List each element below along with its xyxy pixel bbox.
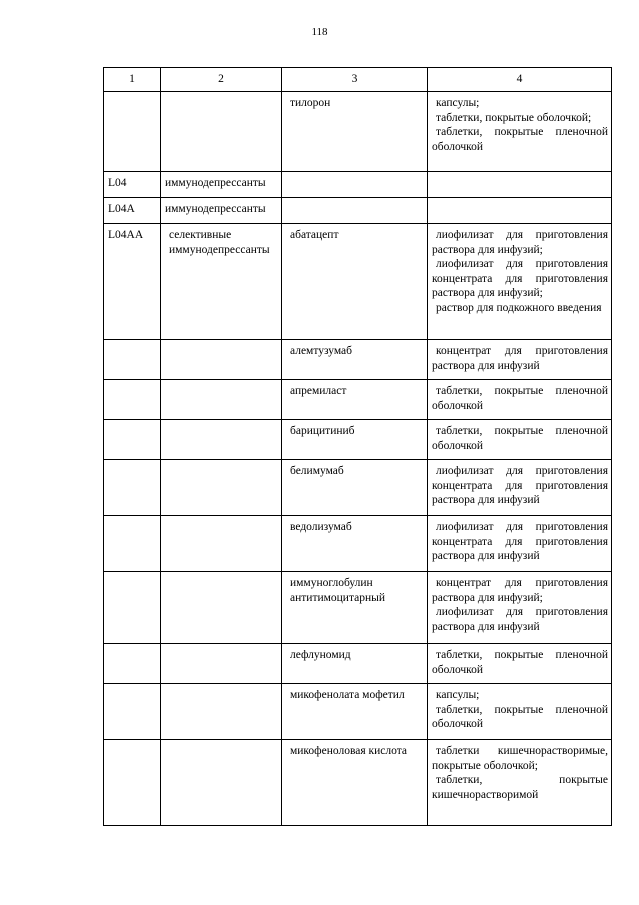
dosage-form-cell bbox=[428, 572, 612, 644]
dosage-form-cell bbox=[428, 380, 612, 420]
atc-code-cell: L04AA bbox=[104, 224, 161, 340]
header-cell-2: 2 bbox=[161, 68, 282, 92]
dosage-form-line: концентрат для приготовления раствора для инфузий bbox=[432, 345, 608, 372]
dosage-form-line: таблетки, покрытые кишечнорастворимой bbox=[432, 774, 608, 801]
dosage-form-line: лиофилизат для приготовления концентрата для приготовления раствора для инфузий; bbox=[432, 258, 608, 299]
dosage-form-line: лиофилизат для приготовления концентрата для приготовления раствора для инфузий bbox=[432, 521, 608, 562]
drug-name-cell: иммуноглобулин антитимоцитарный bbox=[282, 572, 428, 644]
drug-name-cell: лефлуномид bbox=[282, 644, 428, 684]
atc-code-cell bbox=[104, 644, 161, 684]
dosage-form-line: лиофилизат для приготовления раствора для инфузий bbox=[432, 606, 608, 633]
header-cell-3: 3 bbox=[282, 68, 428, 92]
dosage-form-cell bbox=[428, 516, 612, 572]
dosage-form-line: лиофилизат для приготовления раствора для инфузий; bbox=[432, 229, 608, 256]
drug-name-cell: алемтузумаб bbox=[282, 340, 428, 380]
dosage-form-line: таблетки, покрытые оболочкой; bbox=[436, 111, 592, 124]
atc-code-cell bbox=[104, 92, 161, 172]
drug-name-cell: апремиласт bbox=[282, 380, 428, 420]
group-name-cell bbox=[161, 644, 282, 684]
table-row bbox=[104, 644, 612, 684]
drug-name-cell: абатацепт bbox=[282, 224, 428, 340]
atc-code-cell bbox=[104, 740, 161, 826]
header-cell-1: 1 bbox=[104, 68, 161, 92]
dosage-form-line: таблетки кишечнорастворимые, покрытые оболочкой; bbox=[432, 745, 608, 772]
dosage-form-line: концентрат для приготовления раствора для инфузий; bbox=[432, 577, 608, 604]
dosage-form-cell bbox=[428, 224, 612, 340]
atc-code-cell bbox=[104, 380, 161, 420]
group-name-cell: селективные иммунодепрессанты bbox=[161, 224, 282, 340]
group-name-cell bbox=[161, 684, 282, 740]
dosage-form-line: капсулы; bbox=[436, 97, 480, 109]
table-row bbox=[104, 572, 612, 644]
drug-name-cell: микофеноловая кислота bbox=[282, 740, 428, 826]
atc-code-cell bbox=[104, 340, 161, 380]
dosage-form-line: лиофилизат для приготовления концентрата для приготовления раствора для инфузий bbox=[432, 465, 608, 506]
drug-name-cell: белимумаб bbox=[282, 460, 428, 516]
atc-code-cell: L04A bbox=[104, 198, 161, 224]
dosage-form-line: раствор для подкожного введения bbox=[436, 301, 602, 314]
dosage-form-cell bbox=[428, 172, 612, 198]
table-row bbox=[104, 684, 612, 740]
header-cell-4: 4 bbox=[428, 68, 612, 92]
group-name-cell bbox=[161, 572, 282, 644]
table-row bbox=[104, 224, 612, 340]
table-header-row bbox=[104, 68, 612, 92]
dosage-form-line: таблетки, покрытые пленочной оболочкой bbox=[432, 126, 608, 153]
page-number: 118 bbox=[311, 26, 328, 38]
table-row bbox=[104, 340, 612, 380]
drug-table bbox=[103, 67, 612, 826]
drug-name-cell bbox=[282, 198, 428, 224]
dosage-form-cell bbox=[428, 198, 612, 224]
dosage-form-line: таблетки, покрытые пленочной оболочкой bbox=[432, 385, 608, 412]
drug-name-cell bbox=[282, 172, 428, 198]
table-row bbox=[104, 92, 612, 172]
atc-code-cell bbox=[104, 460, 161, 516]
dosage-form-line: таблетки, покрытые пленочной оболочкой bbox=[432, 649, 608, 676]
table-row bbox=[104, 198, 612, 224]
table-row bbox=[104, 420, 612, 460]
group-name-cell: иммунодепрессанты bbox=[161, 172, 282, 198]
group-name-cell bbox=[161, 740, 282, 826]
atc-code-cell bbox=[104, 572, 161, 644]
table-row bbox=[104, 460, 612, 516]
atc-code-cell bbox=[104, 516, 161, 572]
drug-name-cell: тилорон bbox=[282, 92, 428, 172]
table-row bbox=[104, 172, 612, 198]
group-name-cell bbox=[161, 420, 282, 460]
group-name-cell bbox=[161, 516, 282, 572]
group-name-cell bbox=[161, 380, 282, 420]
drug-name-cell: микофенолата мофетил bbox=[282, 684, 428, 740]
atc-code-cell bbox=[104, 420, 161, 460]
atc-code-cell bbox=[104, 684, 161, 740]
table-row bbox=[104, 740, 612, 826]
group-name-cell: иммунодепрессанты bbox=[161, 198, 282, 224]
dosage-form-line: таблетки, покрытые пленочной оболочкой bbox=[432, 425, 608, 452]
dosage-form-cell bbox=[428, 420, 612, 460]
drug-name-cell: барицитиниб bbox=[282, 420, 428, 460]
dosage-form-cell bbox=[428, 460, 612, 516]
group-name-cell bbox=[161, 460, 282, 516]
dosage-form-cell bbox=[428, 644, 612, 684]
atc-code-cell: L04 bbox=[104, 172, 161, 198]
dosage-form-cell bbox=[428, 740, 612, 826]
dosage-form-cell bbox=[428, 684, 612, 740]
dosage-form-cell bbox=[428, 340, 612, 380]
group-name-cell bbox=[161, 340, 282, 380]
dosage-form-line: капсулы; bbox=[436, 689, 480, 701]
dosage-form-line: таблетки, покрытые пленочной оболочкой bbox=[432, 703, 608, 730]
drug-name-cell: ведолизумаб bbox=[282, 516, 428, 572]
dosage-form-cell bbox=[428, 92, 612, 172]
table-row bbox=[104, 516, 612, 572]
table-row bbox=[104, 380, 612, 420]
group-name-cell bbox=[161, 92, 282, 172]
